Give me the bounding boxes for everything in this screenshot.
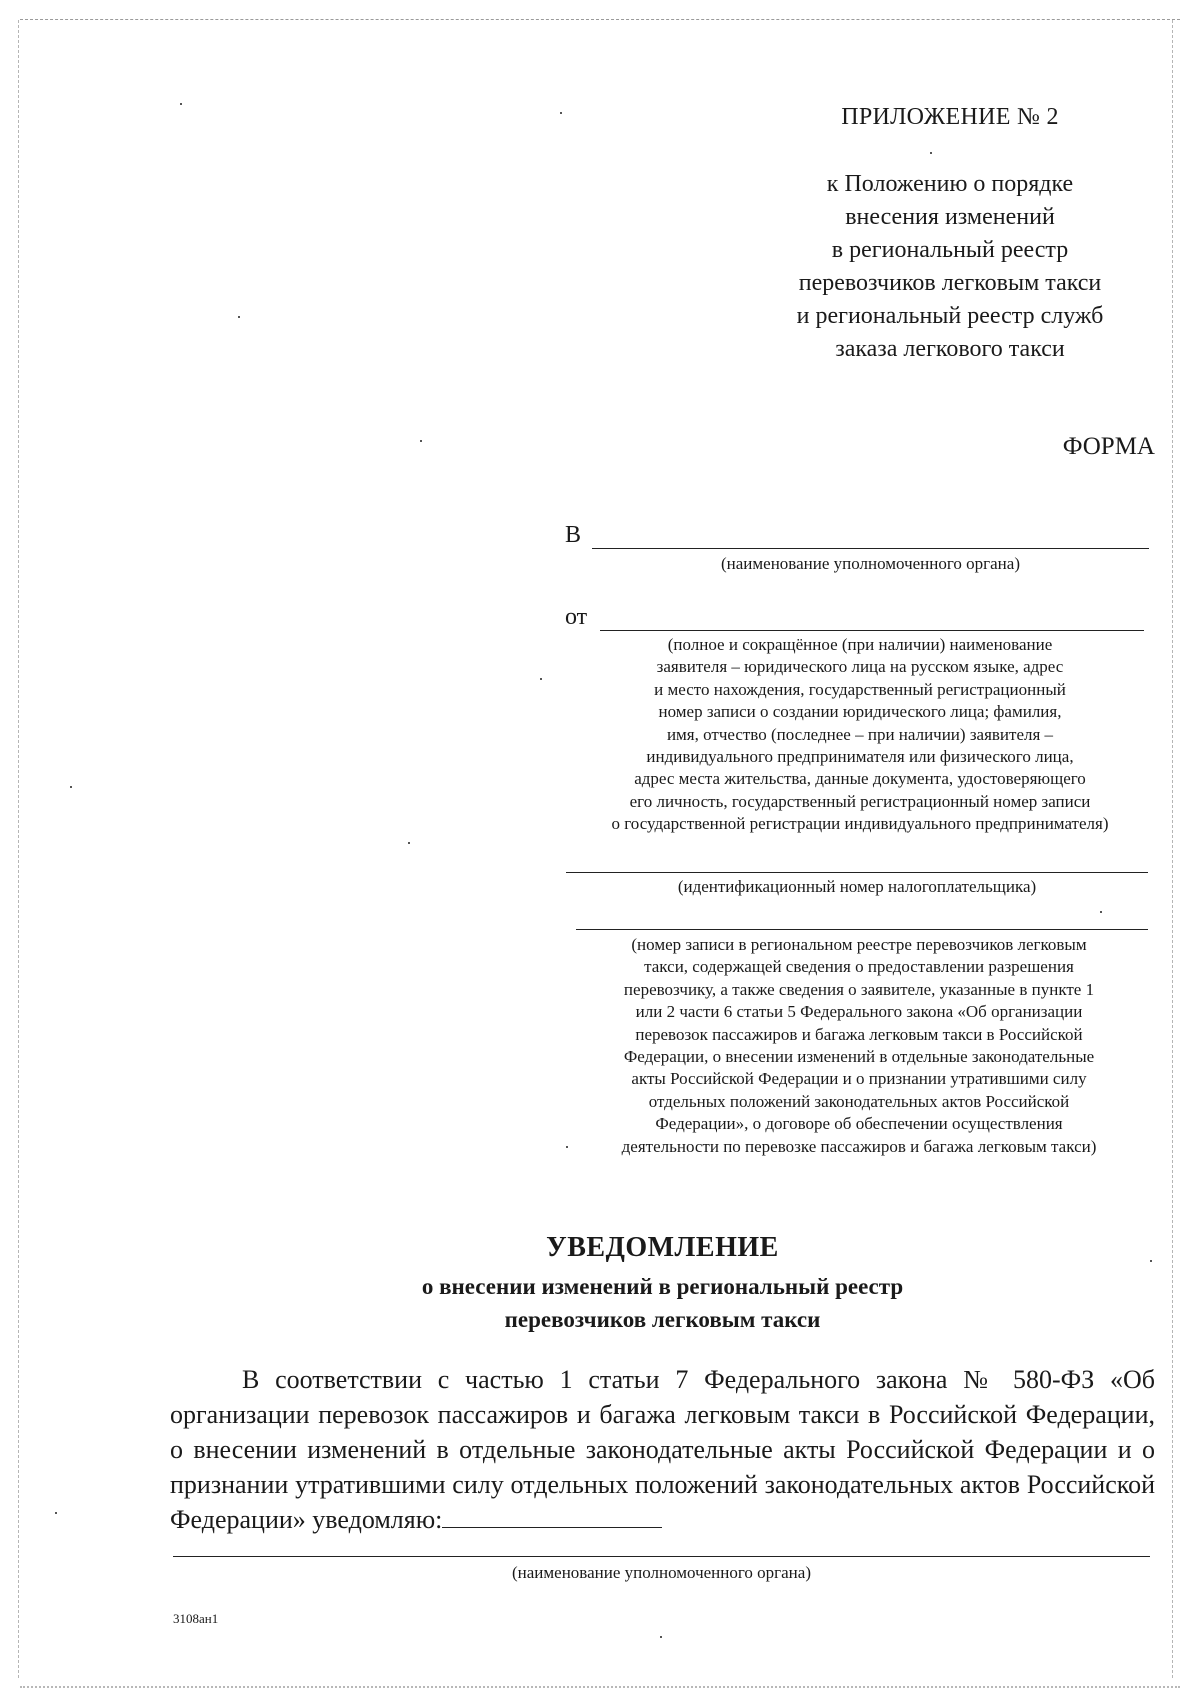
subtitle-line: о внесении изменений в региональный реестр [421, 1274, 904, 1299]
applicant-field-line[interactable] [600, 606, 1144, 631]
caption-line: акты Российской Федерации и о признании утратившими силу [631, 1069, 1087, 1089]
bottom-caption: (наименование уполномоченного органа) [511, 1563, 811, 1582]
caption-line: отдельных положений законодательных актов Российской [648, 1091, 1070, 1111]
recipient-caption: (наименование уполномоченного органа) [720, 554, 1020, 573]
registry-field-line[interactable] [576, 905, 1148, 930]
recipient-prefix: В [565, 522, 582, 548]
appendix-title: ПРИЛОЖЕНИЕ № 2 [841, 104, 1059, 130]
appendix-line: к Положению о порядке [826, 171, 1074, 197]
scan-speck [560, 112, 562, 114]
applicant-caption [566, 634, 1154, 836]
applicant-prefix: от [565, 604, 588, 630]
caption-line: о государственной регистрации индивидуального предпринимателя) [611, 814, 1109, 834]
scan-edge-top [20, 19, 1180, 20]
appendix-line: перевозчиков легковым такси [798, 270, 1102, 296]
notified-field-line[interactable] [442, 1503, 662, 1528]
scan-edge-left [18, 20, 19, 1678]
caption-line: или 2 части 6 статьи 5 Федерального закона «Об организации [635, 1002, 1083, 1022]
inn-caption: (идентификационный номер налогоплательщика) [677, 877, 1037, 896]
scan-edge-right [1172, 20, 1173, 1678]
caption-line: (номер записи в региональном реестре перевозчиков легковым [631, 935, 1087, 954]
caption-line: перевозчику, а также сведения о заявителе, указанные в пункте 1 [623, 979, 1095, 999]
scan-speck [70, 786, 72, 788]
scan-speck [238, 316, 240, 318]
scan-speck [180, 103, 182, 105]
inn-field-line[interactable] [566, 848, 1148, 873]
appendix-line: внесения изменений [845, 204, 1055, 230]
scan-speck [540, 678, 542, 680]
scan-speck [408, 842, 410, 844]
scan-speck [55, 1512, 57, 1514]
notice-subtitle [170, 1270, 1155, 1336]
subtitle-line: перевозчиков легковым такси [504, 1307, 821, 1332]
notice-title: УВЕДОМЛЕНИЕ [546, 1232, 779, 1263]
authority-field-line[interactable] [173, 1534, 1150, 1557]
document-code: 3108ан1 [173, 1611, 219, 1626]
scan-speck [660, 1636, 662, 1638]
caption-line: деятельности по перевозке пассажиров и багажа легковым такси) [621, 1136, 1097, 1156]
appendix-description [760, 168, 1140, 366]
form-label: ФОРМА [1062, 433, 1155, 460]
caption-line: Федерации, о внесении изменений в отдельные законодательные [623, 1047, 1095, 1067]
caption-line: индивидуального предпринимателя или физического лица, [646, 747, 1074, 767]
caption-line: номер записи о создании юридического лица; фамилия, [658, 702, 1062, 722]
appendix-line: и региональный реестр служб [796, 303, 1104, 329]
body-text: В соответствии с частью 1 статьи 7 Федерального закона № 580-ФЗ «Об организации перевозок пассажиров и багажа легковым такси в Российской Федерации, о внесении изменений в отдельные законодательные акты Российской Федерации и о признании утратившими силу отдельных положений законодательных актов Российской Федерации» уведомляю: [170, 1365, 1155, 1534]
caption-line: Федерации», о договоре об обеспечении осуществления [655, 1114, 1063, 1134]
caption-line: адрес места жительства, данные документа, удостоверяющего [634, 769, 1086, 789]
registry-caption [560, 934, 1158, 1158]
caption-line: и место нахождения, государственный регистрационный [654, 679, 1066, 699]
scan-speck [930, 152, 932, 154]
appendix-line: заказа легкового такси [835, 336, 1065, 362]
appendix-line: в региональный реестр [831, 237, 1069, 263]
caption-line: (полное и сокращённое (при наличии) наименование [667, 635, 1053, 654]
scan-speck [420, 440, 422, 442]
scan-edge-bottom [20, 1686, 1180, 1688]
caption-line: перевозок пассажиров и багажа легковым такси в Российской [635, 1024, 1083, 1044]
caption-line: его личность, государственный регистрационный номер записи [629, 791, 1091, 811]
recipient-field-line[interactable] [592, 524, 1149, 549]
caption-line: такси, содержащей сведения о предоставлении разрешения [644, 957, 1074, 977]
body-paragraph [170, 1362, 1155, 1537]
caption-line: имя, отчество (последнее – при наличии) заявителя – [666, 724, 1054, 744]
caption-line: заявителя – юридического лица на русском языке, адрес [656, 657, 1064, 677]
